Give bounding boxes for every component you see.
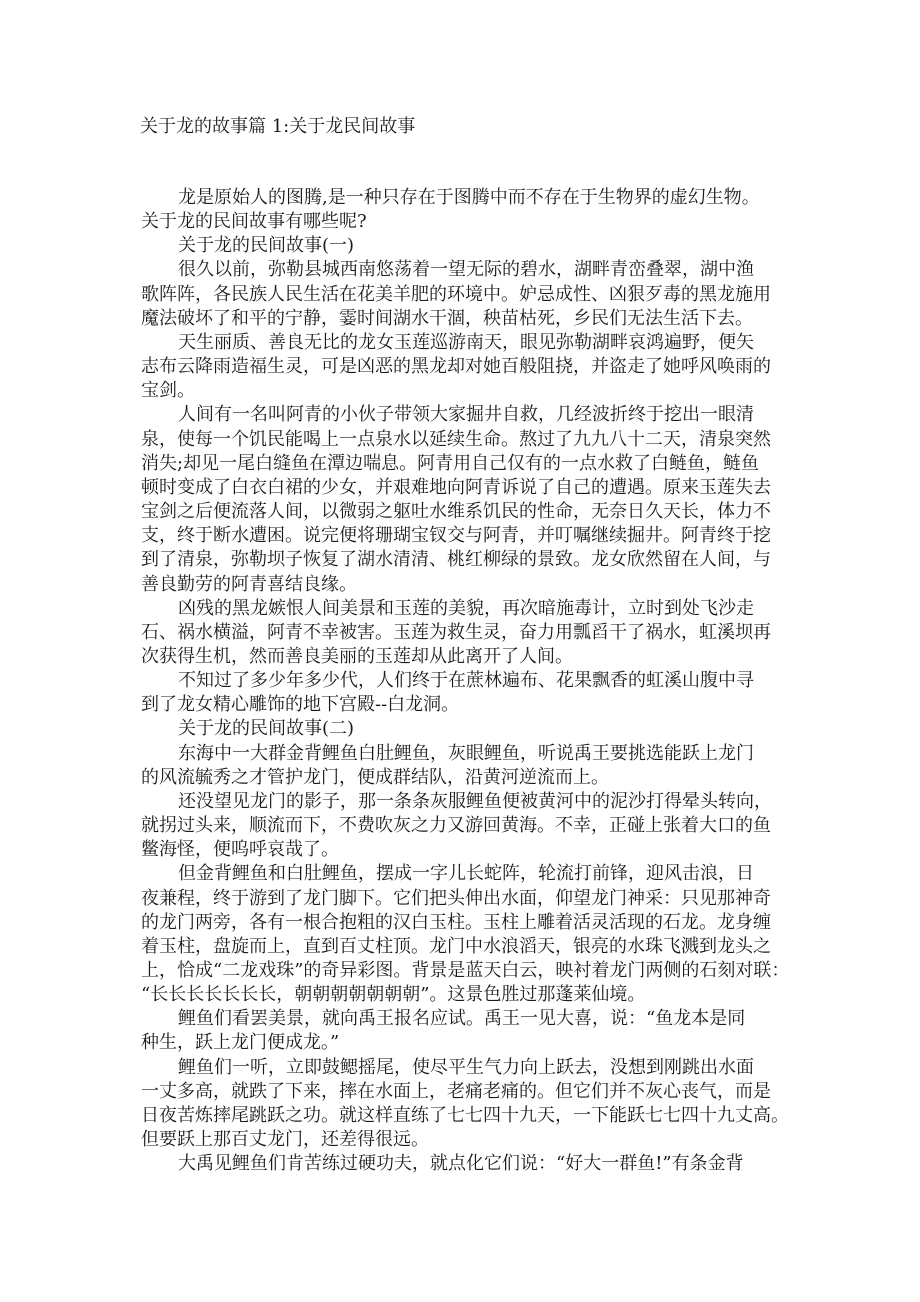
text-line: 魔法破坏了和平的宁静，霎时间湖水干涸，秧苗枯死，乡民们无法生活下去。 [141, 307, 753, 329]
text-line: 顿时变成了白衣白裙的少女，并艰难地向阿青诉说了自己的遭遇。原来玉莲失去 [141, 476, 771, 498]
text-line: 到了清泉，弥勒坝子恢复了湖水清清、桃红柳绿的景致。龙女欣然留在人间，与 [141, 549, 771, 571]
text-line: 大禹见鲤鱼们肯苦练过硬功夫，就点化它们说：“好大一群鱼!”有条金背 [178, 1153, 744, 1175]
text-line: 还没望见龙门的影子，那一条条灰服鲤鱼便被黄河中的泥沙打得晕头转向， [178, 790, 772, 812]
text-line: 泉，使每一个饥民能喝上一点泉水以延续生命。熬过了九九八十二天，清泉突然 [141, 428, 771, 450]
text-line: 很久以前，弥勒县城西南悠荡着一望无际的碧水，湖畔青峦叠翠，湖中渔 [178, 259, 754, 281]
text-line: 鳖海怪，便呜呼哀哉了。 [141, 839, 339, 861]
text-line: 一丈多高，就跌了下来，摔在水面上，老痛老痛的。但它们并不灰心丧气，而是 [141, 1080, 771, 1102]
text-line: 的龙门两旁，各有一根合抱粗的汉白玉柱。玉柱上雕着活灵活现的石龙。龙身缠 [141, 911, 771, 933]
text-line: “长长长长长长长，朝朝朝朝朝朝朝”。这景色胜过那蓬莱仙境。 [141, 984, 646, 1006]
text-line: 种生，跃上龙门便成龙。” [141, 1032, 340, 1054]
text-line: 凶残的黑龙嫉恨人间美景和玉莲的美貌，再次暗施毒计，立时到处飞沙走 [178, 597, 754, 619]
document-title: 关于龙的故事篇 1:关于龙民间故事 [140, 116, 416, 137]
text-line: 鲤鱼们看罢美景，就向禹王报名应试。禹王一见大喜，说：“鱼龙本是同 [178, 1008, 746, 1030]
text-line: 但金背鲤鱼和白肚鲤鱼，摆成一字儿长蛇阵，轮流打前锋，迎风击浪，日 [178, 863, 754, 885]
text-line: 着玉柱，盘旋而上，直到百丈柱顶。龙门中水浪滔天，银亮的水珠飞溅到龙头之 [141, 935, 771, 957]
text-line: 宝剑。 [141, 380, 195, 402]
section-heading: 关于龙的民间故事(一) [178, 235, 355, 257]
text-line: 鲤鱼们一听，立即鼓鳃摇尾，使尽平生气力向上跃去，没想到刚跳出水面 [178, 1056, 754, 1078]
text-line: 上，恰成“二龙戏珠”的奇异彩图。背景是蓝天白云，映衬着龙门两侧的石刻对联： [141, 960, 790, 981]
document-body [141, 186, 881, 1176]
text-line: 日夜苦炼摔尾跳跃之功。就这样直练了七七四十九天，一下能跃七七四十九丈高。 [141, 1104, 789, 1126]
text-line: 就拐过头来，顺流而下，不费吹灰之力又游回黄海。不幸，正碰上张着大口的鱼 [141, 815, 771, 837]
text-line: 关于龙的民间故事有哪些呢? [141, 211, 367, 233]
text-line: 次获得生机，然而善良美丽的玉莲却从此离开了人间。 [141, 645, 573, 667]
text-line: 东海中一大群金背鲤鱼白肚鲤鱼，灰眼鲤鱼，听说禹王要挑选能跃上龙门 [178, 742, 754, 764]
text-line: 的风流毓秀之才管护龙门，便成群结队，沿黄河逆流而上。 [141, 766, 609, 788]
text-line: 人间有一名叫阿青的小伙子带领大家掘井自救，几经波折终于挖出一眼清 [178, 404, 754, 426]
text-line: 志布云降雨造福生灵，可是凶恶的黑龙却对她百般阻挠，并盗走了她呼风唤雨的 [141, 356, 771, 378]
text-line: 善良勤劳的阿青喜结良缘。 [141, 573, 357, 595]
text-line: 不知过了多少年多少代，人们终于在蔗林遍布、花果飘香的虹溪山腹中寻 [178, 670, 754, 692]
text-line: 宝剑之后便流落人间，以微弱之躯吐水维系饥民的性命，无奈日久天长，体力不 [141, 501, 771, 523]
text-line: 到了龙女精心雕饰的地下宫殿--白龙洞。 [141, 694, 460, 716]
text-line: 龙是原始人的图腾,是一种只存在于图腾中而不存在于生物界的虚幻生物。 [178, 187, 760, 208]
text-line: 歌阵阵，各民族人民生活在花美羊肥的环境中。妒忌成性、凶狠歹毒的黑龙施用 [141, 283, 771, 305]
text-line: 天生丽质、善良无比的龙女玉莲巡游南天，眼见弥勒湖畔哀鸿遍野，便矢 [178, 331, 754, 353]
text-line: 夜兼程，终于游到了龙门脚下。它们把头伸出水面，仰望龙门神采：只见那神奇 [141, 887, 771, 909]
text-line: 但要跃上那百丈龙门，还差得很远。 [141, 1129, 429, 1151]
text-line: 石、祸水横溢，阿青不幸被害。玉莲为救生灵，奋力用瓢舀干了祸水，虹溪坝再 [141, 621, 771, 643]
text-line: 支，终于断水遭困。说完便将珊瑚宝钗交与阿青，并叮嘱继续掘井。阿青终于挖 [141, 525, 771, 547]
section-heading: 关于龙的民间故事(二) [178, 718, 355, 740]
text-line: 消失;却见一尾白缝鱼在潭边喘息。阿青用自己仅有的一点水救了白鲢鱼，鲢鱼 [141, 452, 760, 474]
